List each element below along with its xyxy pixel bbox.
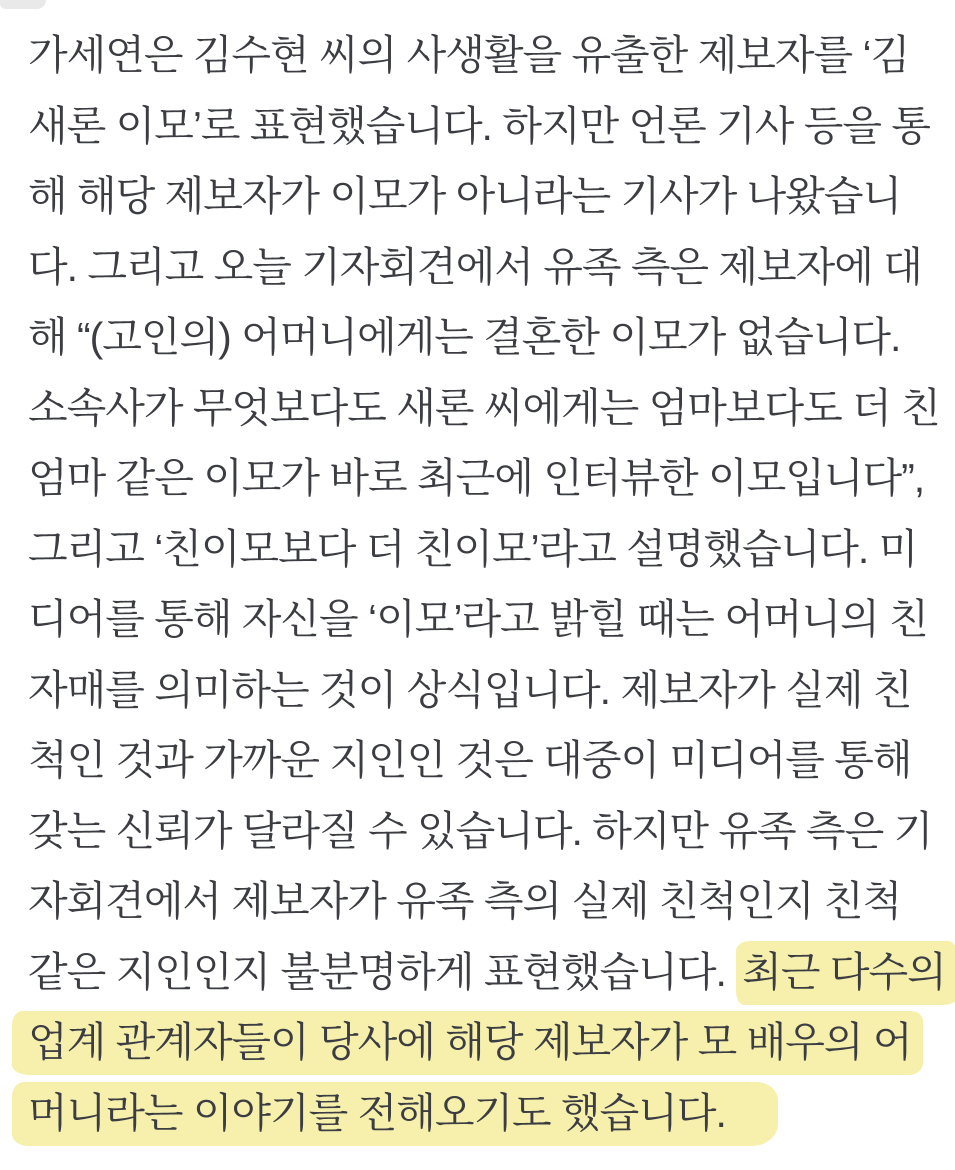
text-segment: 갖는 신뢰가 달라질 수 있습니다. 하지만 유족 측은 기: [28, 807, 933, 854]
text-segment: 해 해당 제보자가 이모가 아니라는 기사가 나왔습니: [28, 173, 902, 219]
text-line: [28, 655, 955, 726]
text-segment: 소속사가 무엇보다도 새론 씨에게는 엄마보다도 더 친: [28, 384, 940, 431]
text-segment: 같은 지인인지 불분명하게 표현했습니다.: [28, 948, 737, 995]
text-line: [28, 1007, 955, 1078]
text-segment: 새론 이모’로 표현했습니다. 하지만 언론 기사 등을 통: [28, 102, 930, 149]
text-line: [28, 161, 955, 232]
text-segment: 엄마 같은 이모가 바로 최근에 인터뷰한 이모입니다”,: [28, 455, 925, 501]
cropped-ui-fragment: [0, 0, 46, 9]
text-segment: 해 “(고인의) 어머니에게는 결혼한 이모가 없습니다.: [28, 314, 901, 360]
text-segment: 척인 것과 가까운 지인인 것은 대중이 미디어를 통해: [28, 737, 912, 783]
text-line: [28, 443, 955, 514]
text-line: [28, 1078, 955, 1149]
text-segment: 그리고 ‘친이모보다 더 친이모’라고 설명했습니다. 미: [28, 525, 918, 572]
text-line: [28, 20, 955, 91]
highlighted-text-segment: 머니라는 이야기를 전해오기도 했습니다.: [12, 1082, 778, 1146]
text-segment: 자매를 의미하는 것이 상식입니다. 제보자가 실제 친: [28, 666, 912, 713]
highlighted-text-segment: 업계 관계자들이 당사에 해당 제보자가 모 배우의 어: [12, 1011, 923, 1075]
text-segment: 디어를 통해 자신을 ‘이모’라고 밝힐 때는 어머니의 친: [28, 596, 928, 642]
text-line: [28, 584, 955, 655]
text-line: [28, 866, 955, 937]
text-segment: 다. 그리고 오늘 기자회견에서 유족 측은 제보자에 대: [28, 243, 922, 290]
text-line: [28, 302, 955, 373]
text-line: [28, 937, 955, 1008]
text-line: [28, 514, 955, 585]
text-line: [28, 91, 955, 162]
text-line: [28, 725, 955, 796]
highlighted-text-segment: 최근 다수의: [736, 941, 955, 1005]
article-body: [28, 20, 955, 1148]
text-segment: 자회견에서 제보자가 유족 측의 실제 친척인지 친척: [28, 878, 902, 924]
text-line: [28, 232, 955, 303]
text-line: [28, 373, 955, 444]
text-line: [28, 796, 955, 867]
text-segment: 가세연은 김수현 씨의 사생활을 유출한 제보자를 ‘김: [28, 32, 910, 78]
